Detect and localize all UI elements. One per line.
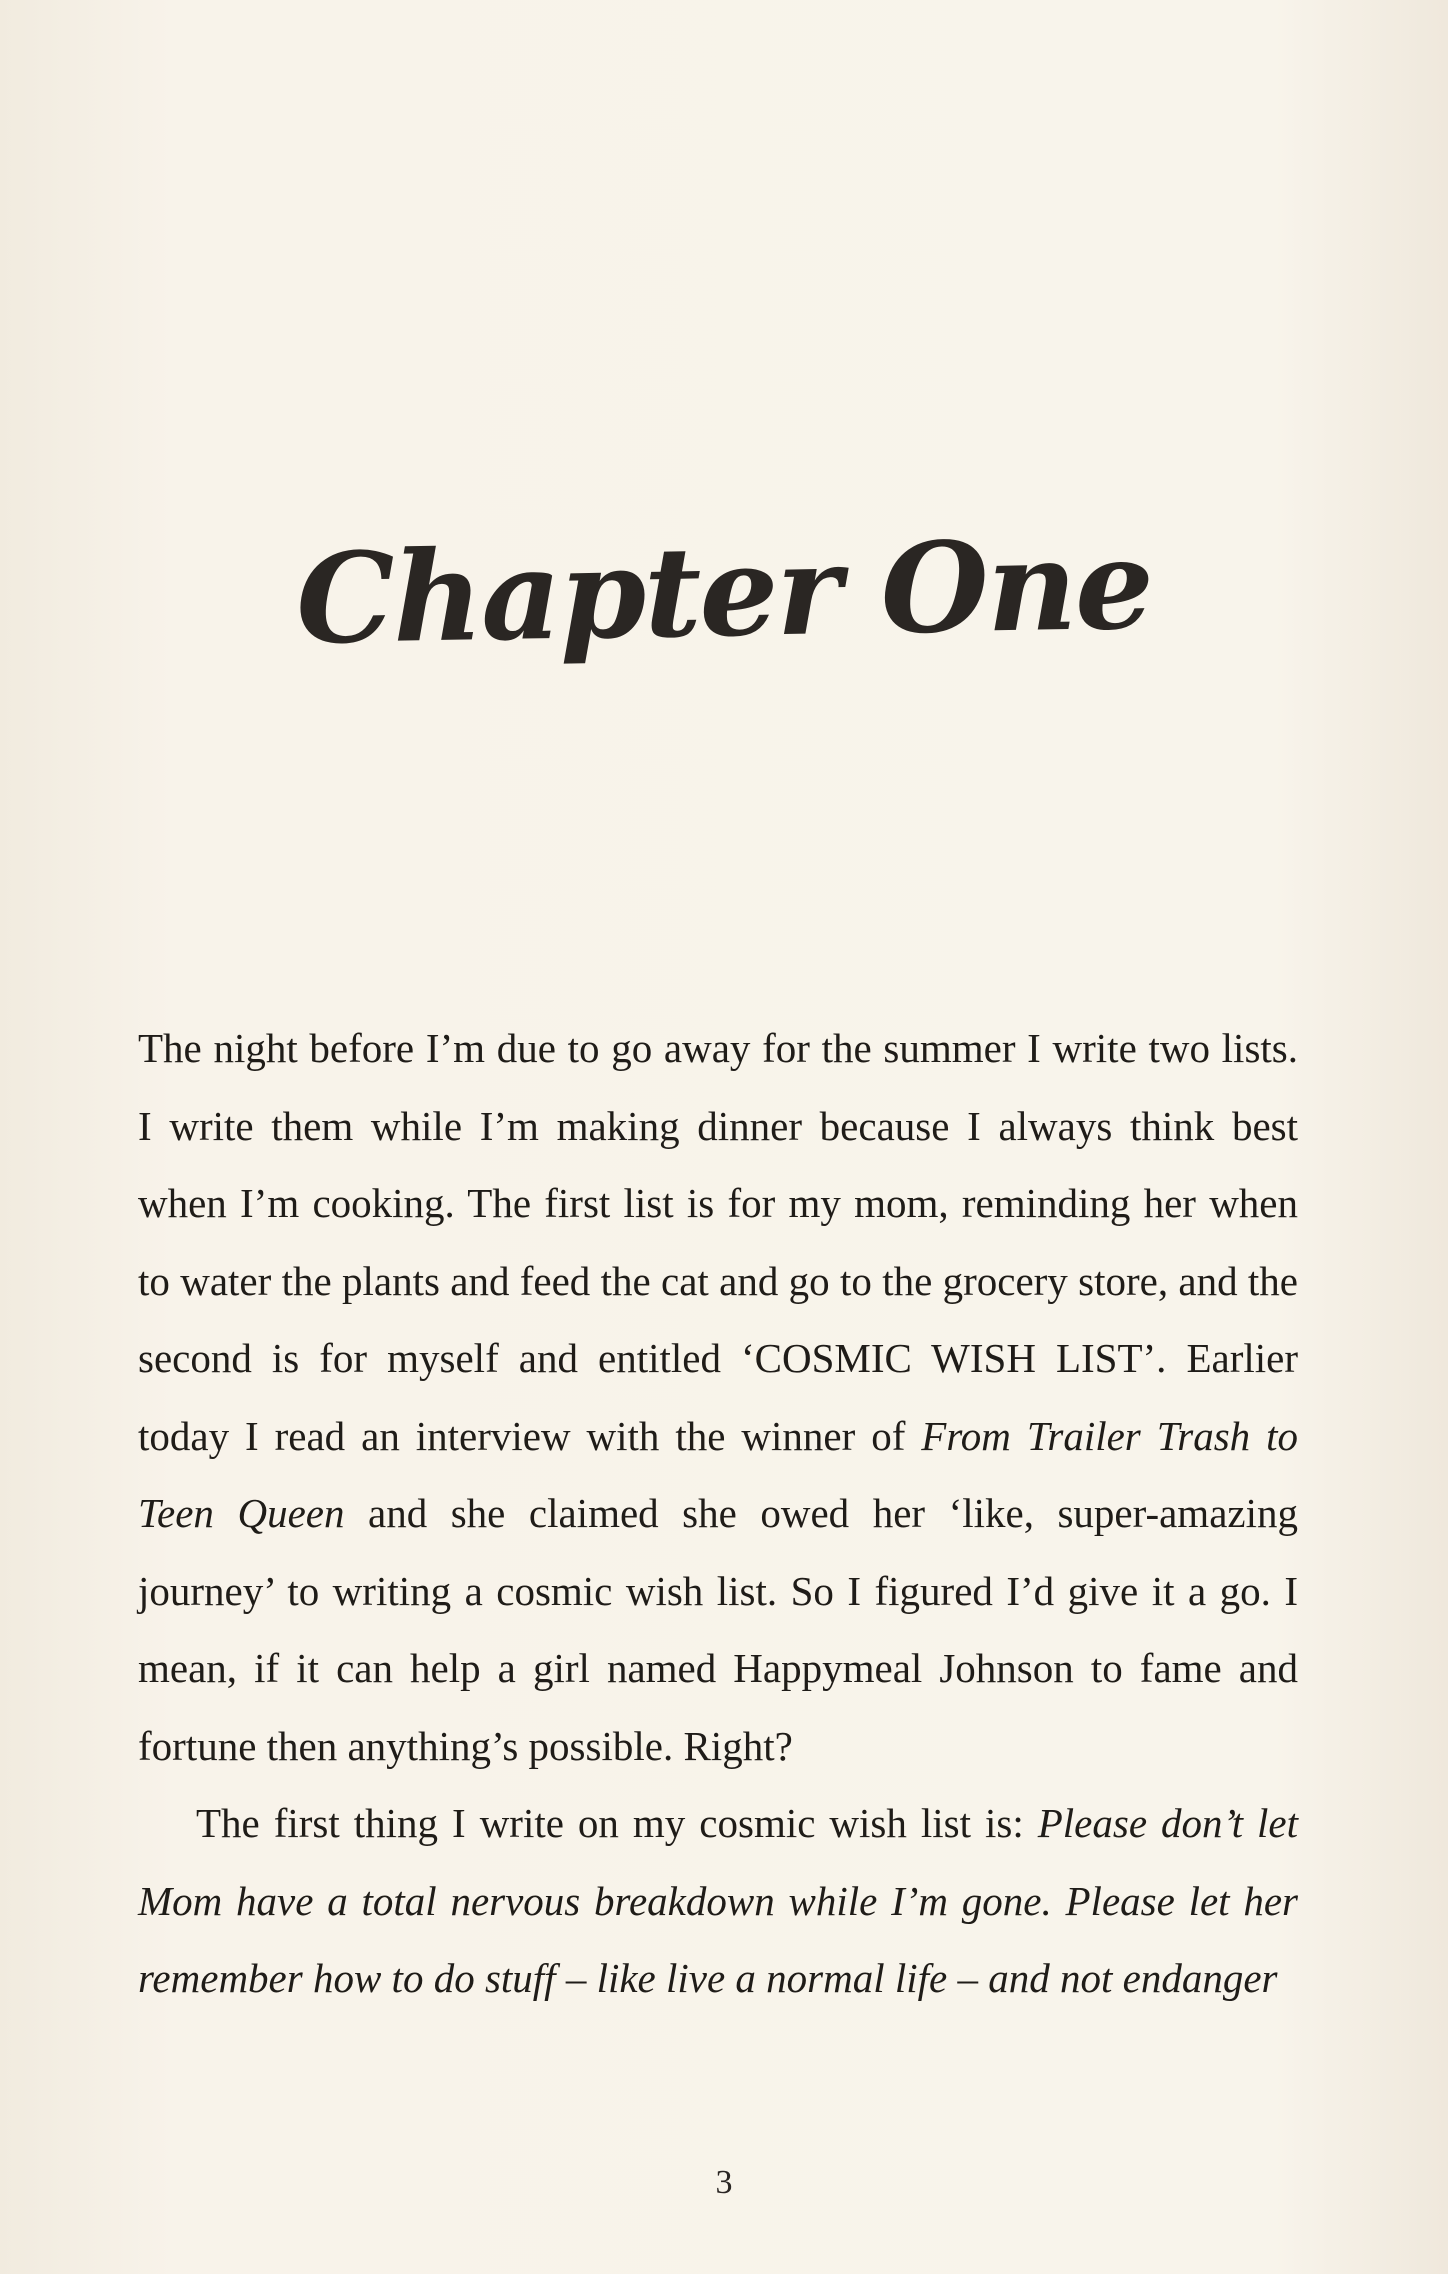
body-text — [138, 1010, 1298, 2018]
page-number: 3 — [715, 2164, 733, 2201]
paragraph-2-lead: The first thing I write on my cosmic wish list is: — [196, 1800, 1038, 1846]
paragraph-2 — [138, 1785, 1298, 2018]
paragraph-1-part-2: and she claimed she owed her ‘like, super-amazing journey’ to writing a cosmic wish list. So I figured I’d give it a go. I mean, if it can help a girl named Happymeal Johnson to fame and fortune then anything’s possible. Right? — [138, 1490, 1298, 1769]
chapter-title: Chapter One — [294, 512, 1154, 673]
wish-list-item-italic: Please don’t let Mom have a total nervous breakdown while I’m gone. Please let her remember how to do stuff – like live a normal life – and not endanger — [138, 1800, 1298, 2001]
paragraph-1-part-1: The night before I’m due to go away for the summer I write two lists. I write them while I’m making dinner because I always think best when I’m cooking. The first list is for my mom, reminding her when to water the plants and feed the cat and go to the grocery store, and the second is for myself and entitled ‘COSMIC WISH LIST’. Earlier today I read an interview with the winner of — [138, 1025, 1298, 1459]
book-title-italic: From Trailer Trash to Teen Queen — [138, 1412, 1298, 1536]
paragraph-1 — [138, 1010, 1298, 1785]
